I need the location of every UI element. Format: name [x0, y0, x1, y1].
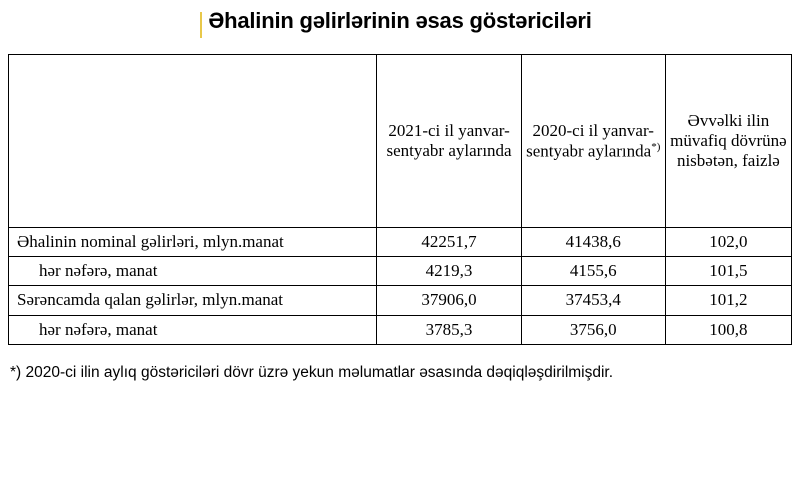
table-row: [9, 228, 792, 257]
table-body: [9, 228, 792, 344]
cell-percent: 101,2: [665, 286, 791, 315]
table-row: [9, 257, 792, 286]
cell-percent: 102,0: [665, 228, 791, 257]
document-page: [0, 8, 800, 497]
row-label: Əhalinin nominal gəlirləri, mlyn.manat: [9, 228, 377, 257]
column-header-stub: [9, 55, 377, 228]
cell-2021: 3785,3: [377, 315, 521, 344]
cell-2021: 4219,3: [377, 257, 521, 286]
cell-2020: 4155,6: [521, 257, 665, 286]
cell-2021: 42251,7: [377, 228, 521, 257]
cell-percent: 101,5: [665, 257, 791, 286]
row-label: hər nəfərə, manat: [9, 257, 377, 286]
table-row: [9, 315, 792, 344]
cell-2020: 41438,6: [521, 228, 665, 257]
table-header: [9, 55, 792, 228]
table-header-row: [9, 55, 792, 228]
column-header-2021: 2021-ci il yanvar-sentyabr aylarında: [377, 55, 521, 228]
text-cursor: [200, 12, 202, 38]
cell-2020: 37453,4: [521, 286, 665, 315]
table-row: [9, 286, 792, 315]
row-label: Sərəncamda qalan gəlirlər, mlyn.manat: [9, 286, 377, 315]
statistics-table-container: [8, 54, 792, 344]
column-header-2020-text: 2020-ci il yanvar-sentyabr aylarında: [526, 121, 654, 161]
page-title: Əhalinin gəlirlərinin əsas göstəriciləri: [208, 8, 592, 33]
statistics-table: [8, 54, 792, 344]
cell-2020: 3756,0: [521, 315, 665, 344]
column-header-percent: Əvvəlki ilin müvafiq dövrünə nisbətən, faizlə: [665, 55, 791, 228]
row-label: hər nəfərə, manat: [9, 315, 377, 344]
column-header-2020: [521, 55, 665, 228]
column-header-2020-footnote-marker: *): [651, 141, 661, 154]
table-footnote: *) 2020-ci ilin aylıq göstəriciləri dövr üzrə yekun məlumatlar əsasında dəqiqləşdirilmişdir.: [10, 363, 614, 381]
cell-2021: 37906,0: [377, 286, 521, 315]
cell-percent: 100,8: [665, 315, 791, 344]
